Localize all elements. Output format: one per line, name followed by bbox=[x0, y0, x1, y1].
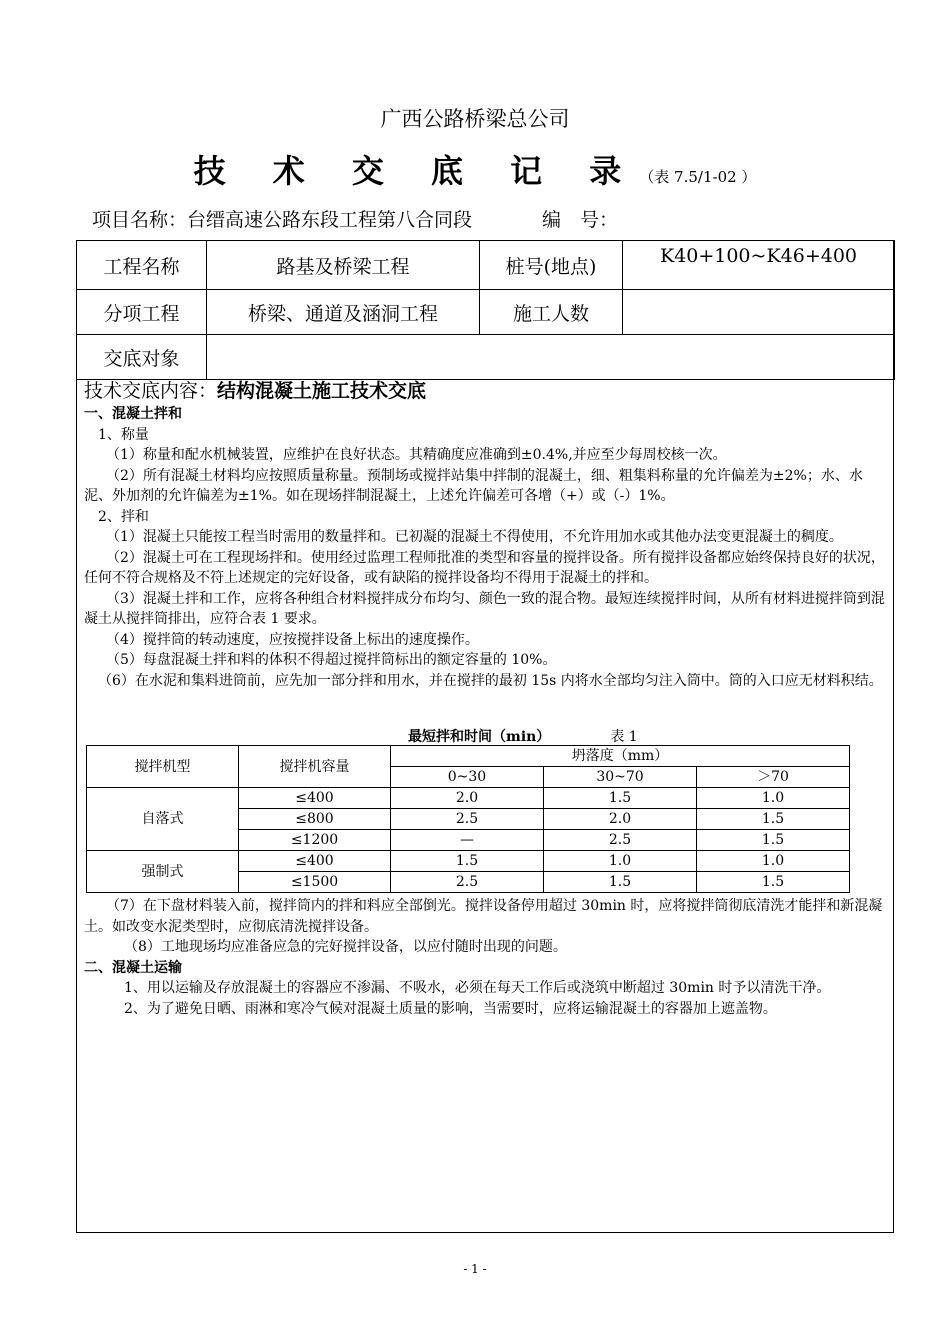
document-title-line bbox=[0, 146, 950, 192]
table-row bbox=[87, 788, 850, 809]
time-value: 1.5 bbox=[697, 830, 850, 851]
table1-title: 最短拌和时间（min） bbox=[408, 729, 551, 745]
time-value: 1.0 bbox=[697, 851, 850, 872]
disclosure-content bbox=[84, 378, 889, 691]
time-value: 1.0 bbox=[697, 788, 850, 809]
paragraph: （7）在下盘材料装入前，搅拌筒内的拌和料应全部倒光。搅拌设备停用超过 30min 时，应将搅拌筒彻底清洗才能拌和新混凝土。如改变水泥类型时，应彻底清洗搅拌设备。 bbox=[84, 898, 883, 935]
capacity: ≤1500 bbox=[239, 872, 391, 893]
mixer-type: 自落式 bbox=[87, 788, 239, 851]
content-heading-title: 结构混凝土施工技术交底 bbox=[217, 380, 427, 402]
subsection-title: 1、称量 bbox=[98, 426, 149, 443]
workers-label: 施工人数 bbox=[480, 290, 623, 335]
table-row bbox=[87, 746, 850, 767]
paragraph: （2）混凝土可在工程现场拌和。使用经过监理工程师批准的类型和容量的搅拌设备。所有搅拌设备都应始终保持良好的状况，任何不符合规格及不符上述规定的完好设备，或有缺陷的搅拌设备均不得用于混凝土的拌和。 bbox=[84, 549, 885, 586]
project-name-label: 工程名称 bbox=[77, 241, 207, 290]
station-label: 桩号(地点) bbox=[480, 241, 623, 290]
time-value: 1.0 bbox=[544, 851, 697, 872]
section-title: 一、混凝土拌和 bbox=[84, 406, 182, 422]
slump-range: 0~30 bbox=[391, 767, 544, 788]
time-value: 2.0 bbox=[544, 809, 697, 830]
time-value: 2.0 bbox=[391, 788, 544, 809]
paragraph: 1、用以运输及存放混凝土的容器应不渗漏、不吸水，必须在每天工作后或浇筑中断超过 30min 时予以清洗干净。 bbox=[124, 980, 831, 996]
table-row bbox=[87, 851, 850, 872]
paragraph: （1）混凝土只能按工程当时需用的数量拌和。已初凝的混凝土不得使用，不允许用加水或其他办法变更混凝土的稠度。 bbox=[106, 529, 843, 545]
info-table bbox=[76, 240, 895, 380]
document-number: 编 号： bbox=[542, 209, 619, 231]
time-value: 1.5 bbox=[544, 788, 697, 809]
time-value: 2.5 bbox=[544, 830, 697, 851]
info-row bbox=[77, 335, 895, 380]
form-number: （表 7.5/1-02 ） bbox=[639, 168, 757, 186]
paragraph: （2）所有混凝土材料均应按照质量称量。预制场或搅拌站集中拌制的混凝土，细、粗集料称量的允许偏差为±2%；水、水泥、外加剂的允许偏差为±1%。如在现场拌制混凝土，上述允许偏差可各增（+）或（-）1%。 bbox=[84, 467, 863, 504]
slump-range: 30~70 bbox=[544, 767, 697, 788]
time-value: — bbox=[391, 830, 544, 851]
col-capacity: 搅拌机容量 bbox=[239, 746, 391, 788]
page-number: - 1 - bbox=[463, 1262, 487, 1276]
target-label: 交底对象 bbox=[77, 335, 207, 380]
content-heading bbox=[84, 378, 889, 404]
project-name-value: 路基及桥梁工程 bbox=[207, 241, 480, 290]
sub-project-label: 分项工程 bbox=[77, 290, 207, 335]
company-name: 广西公路桥梁总公司 bbox=[380, 107, 570, 131]
target-value bbox=[207, 335, 895, 380]
paragraph: 2、为了避免日晒、雨淋和寒冷气候对混凝土质量的影响，当需要时，应将运输混凝土的容器加上遮盖物。 bbox=[124, 1000, 777, 1017]
table1-number: 表 1 bbox=[610, 729, 638, 745]
document-title: 技 术 交 底 记 录 bbox=[193, 152, 640, 190]
capacity: ≤400 bbox=[239, 851, 391, 872]
content-heading-label: 技术交底内容： bbox=[84, 380, 218, 402]
info-row bbox=[77, 241, 895, 290]
disclosure-content-continued bbox=[84, 896, 889, 1019]
paragraph: （4）搅拌筒的转动速度，应按搅拌设备上标出的速度操作。 bbox=[106, 631, 479, 648]
mixing-time-table bbox=[86, 745, 850, 893]
time-value: 1.5 bbox=[391, 851, 544, 872]
paragraph: （1）称量和配水机械装置，应维护在良好状态。其精确度应准确到±0.4%,并应至少每周校核一次。 bbox=[106, 447, 727, 463]
section-title: 二、混凝土运输 bbox=[84, 959, 182, 976]
capacity: ≤800 bbox=[239, 809, 391, 830]
paragraph: （8）工地现场均应准备应急的完好搅拌设备，以应付随时出现的问题。 bbox=[124, 939, 567, 955]
paragraph: （6）在水泥和集料进筒前，应先加一部分拌和用水，并在搅拌的最初 15s 内将水全部均匀注入筒中。筒的入口应无材料积结。 bbox=[98, 672, 883, 689]
time-value: 1.5 bbox=[697, 809, 850, 830]
time-value: 1.5 bbox=[697, 872, 850, 893]
table1-caption bbox=[408, 726, 638, 746]
time-value: 1.5 bbox=[544, 872, 697, 893]
project-line bbox=[92, 205, 618, 232]
station-value: K40+100~K46+400 bbox=[623, 241, 895, 290]
slump-range: ＞70 bbox=[697, 767, 850, 788]
project-name: 项目名称：台缙高速公路东段工程第八合同段 bbox=[92, 209, 473, 231]
workers-value bbox=[623, 290, 895, 335]
info-row bbox=[77, 290, 895, 335]
col-slump: 坍落度（mm） bbox=[391, 746, 850, 767]
capacity: ≤1200 bbox=[239, 830, 391, 851]
paragraph: （5）每盘混凝土拌和料的体积不得超过搅拌筒标出的额定容量的 10%。 bbox=[106, 652, 557, 668]
time-value: 2.5 bbox=[391, 809, 544, 830]
time-value: 2.5 bbox=[391, 872, 544, 893]
capacity: ≤400 bbox=[239, 788, 391, 809]
paragraph: （3）混凝土拌和工作，应将各种组合材料搅拌成分布均匀、颜色一致的混合物。最短连续搅拌时间，从所有材料进搅拌筒到混凝土从搅拌筒排出，应符合表 1 要求。 bbox=[84, 590, 885, 627]
mixer-type: 强制式 bbox=[87, 851, 239, 893]
sub-project-value: 桥梁、通道及涵洞工程 bbox=[207, 290, 480, 335]
subsection-title: 2、拌和 bbox=[98, 508, 149, 525]
col-mixer-type: 搅拌机型 bbox=[87, 746, 239, 788]
